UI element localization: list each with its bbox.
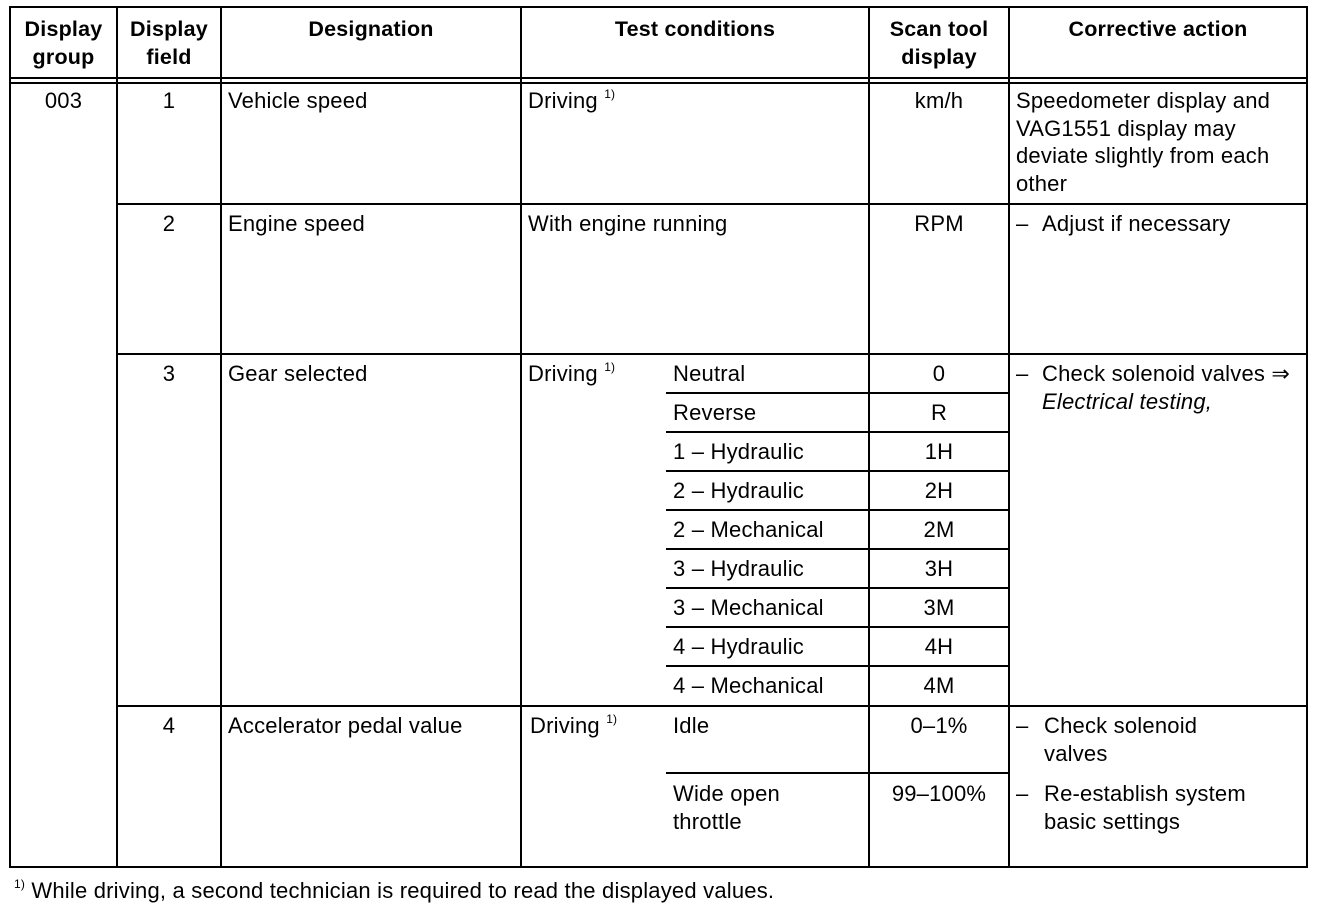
pedal-state-label: Idle	[673, 713, 710, 738]
arrow-icon: ⇒	[1271, 361, 1291, 386]
row-divider-3	[117, 705, 1308, 707]
gear-label: 1 – Hydraulic	[673, 439, 804, 464]
condition-text: Driving	[528, 361, 598, 386]
dash: –	[1016, 713, 1029, 738]
row-divider-1	[117, 203, 1308, 205]
col-divider-designation	[520, 6, 522, 868]
gear-display: 4H	[924, 634, 954, 659]
header-designation: Designation	[308, 17, 434, 41]
corrective-action-cell: Speedometer display and VAG1551 display may deviate slightly from each other	[1016, 88, 1271, 196]
table-bottom-border	[9, 866, 1308, 868]
gear-display: R	[930, 400, 948, 425]
table-left-border	[9, 6, 11, 868]
gear-label: Reverse	[673, 400, 757, 425]
designation-cell: Engine speed	[228, 211, 365, 236]
gear-label: 4 – Mechanical	[673, 673, 824, 698]
header-bottom-border	[9, 77, 1308, 79]
gear-label: 2 – Hydraulic	[673, 478, 804, 503]
gear-display: 2M	[923, 517, 955, 542]
scan-display-cell: km/h	[914, 88, 964, 113]
dash: –	[1016, 781, 1029, 806]
pedal-display: 0–1%	[910, 713, 968, 738]
gear-label: 3 – Mechanical	[673, 595, 824, 620]
field-number: 2	[162, 211, 176, 236]
gear-divider	[666, 431, 1008, 433]
designation-cell: Vehicle speed	[228, 88, 368, 113]
footnote-marker: 1)	[606, 712, 618, 726]
corrective-action-cell	[1042, 360, 1292, 415]
gear-display: 4M	[923, 673, 955, 698]
gear-display: 3M	[923, 595, 955, 620]
field-number: 3	[162, 361, 176, 386]
display-group-value: 003	[44, 88, 83, 113]
gear-label: 2 – Mechanical	[673, 517, 824, 542]
designation-cell: Accelerator pedal value	[228, 713, 463, 738]
gear-divider	[666, 548, 1008, 550]
footnote-text: While driving, a second technician is required to read the displayed values.	[31, 878, 775, 903]
footnote-marker: 1)	[604, 87, 616, 101]
header-corrective-action: Corrective action	[1068, 17, 1248, 41]
gear-divider	[666, 587, 1008, 589]
condition-text: Driving	[530, 713, 600, 738]
condition-text: Driving	[528, 88, 598, 113]
dash: –	[1016, 361, 1029, 386]
dash: –	[1016, 211, 1029, 236]
designation-cell: Gear selected	[228, 361, 368, 386]
gear-divider	[666, 470, 1008, 472]
gear-divider	[666, 392, 1008, 394]
gear-divider	[666, 509, 1008, 511]
gear-label: 4 – Hydraulic	[673, 634, 804, 659]
gear-label: 3 – Hydraulic	[673, 556, 804, 581]
corrective-action-cell: Check solenoid valves	[1044, 713, 1198, 766]
header-display-field: Display field	[130, 17, 208, 69]
gear-display: 2H	[924, 478, 954, 503]
field-number: 4	[162, 713, 176, 738]
row-divider-2	[117, 353, 1308, 355]
header-display-group: Display group	[24, 17, 103, 69]
footnote-marker: 1)	[604, 360, 616, 374]
electrical-testing-reference: Electrical testing,	[1042, 388, 1213, 414]
pedal-display: 99–100%	[891, 781, 987, 806]
col-divider-field	[220, 6, 222, 868]
field-number: 1	[162, 88, 176, 113]
col-divider-display	[1008, 6, 1010, 868]
pedal-state-label: Wide open throttle	[673, 781, 780, 834]
table-top-border	[9, 6, 1308, 8]
table-right-border	[1306, 6, 1308, 868]
test-condition-cell	[528, 87, 615, 115]
gear-label: Neutral	[673, 361, 746, 386]
corrective-action-cell: Adjust if necessary	[1042, 211, 1231, 236]
pedal-divider	[666, 772, 1008, 774]
header-bottom-border-2	[9, 82, 1308, 84]
test-condition-cell: With engine running	[528, 211, 728, 236]
gear-display: 3H	[924, 556, 954, 581]
footnote-marker: 1)	[14, 877, 26, 891]
corrective-action-cell: Re-establish system basic settings	[1044, 781, 1246, 834]
gear-display: 0	[932, 361, 946, 386]
header-test-conditions: Test conditions	[614, 17, 776, 41]
test-condition-cell	[530, 712, 617, 740]
footnote	[14, 877, 774, 905]
gear-divider	[666, 626, 1008, 628]
gear-divider	[666, 665, 1008, 667]
gear-display: 1H	[924, 439, 954, 464]
header-scan-tool-display: Scan tool display	[889, 17, 989, 69]
action-text: Check solenoid valves	[1042, 361, 1266, 386]
scan-display-cell: RPM	[914, 211, 964, 236]
test-condition-cell	[528, 360, 615, 388]
